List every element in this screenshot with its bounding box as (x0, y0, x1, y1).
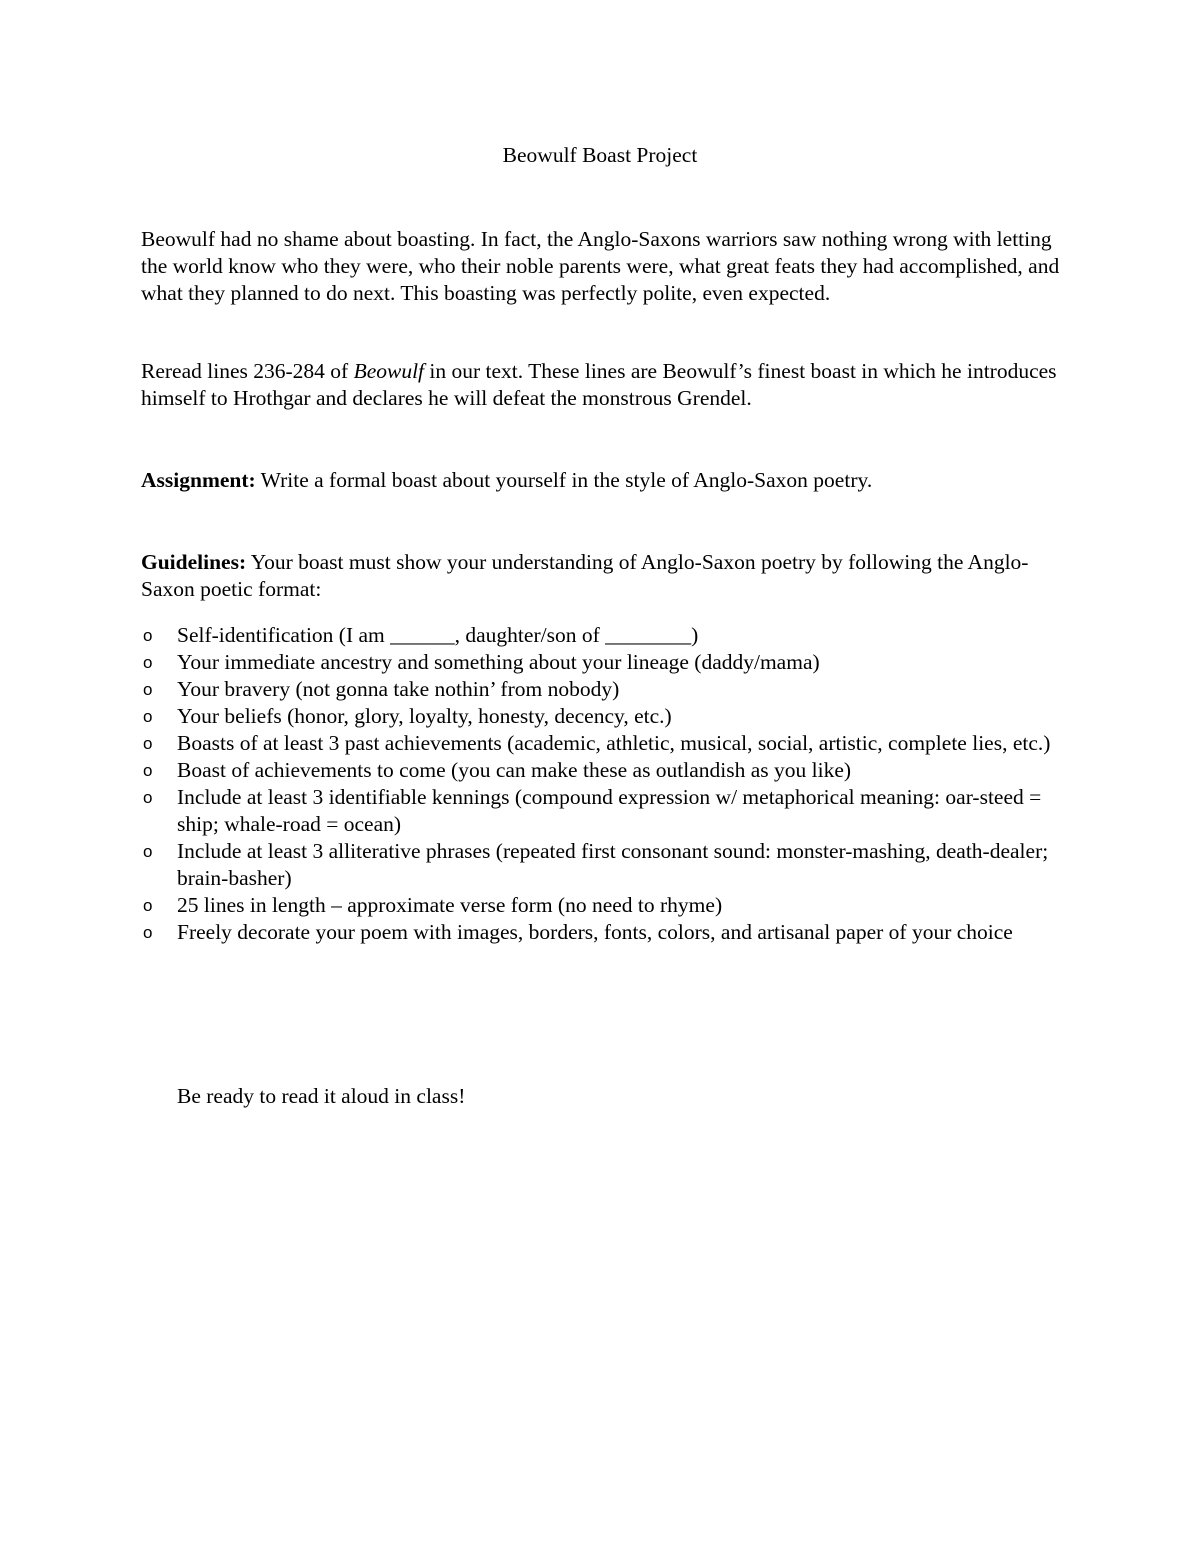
list-item-text: Self-identification (I am ______, daughter/son of ________) (177, 623, 699, 647)
list-item-text: 25 lines in length – approximate verse form (no need to rhyme) (177, 893, 723, 917)
bullet-icon: o (143, 761, 153, 780)
bullet-icon: o (143, 680, 153, 699)
reread-text-end: in our text. These lines are Beowulf’s finest boast in which he introduces himself to Hrothgar and declares he will defeat the monstrous Grendel. (141, 359, 1057, 410)
list-item (141, 892, 1066, 919)
list-item-text: Boast of achievements to come (you can make these as outlandish as you like) (177, 758, 852, 782)
list-item-text: Your immediate ancestry and something about your lineage (daddy/mama) (177, 650, 820, 674)
list-item-text: Boasts of at least 3 past achievements (academic, athletic, musical, social, artistic, complete lies, etc.) (177, 731, 1051, 755)
list-item (141, 757, 1066, 784)
guidelines-list (141, 622, 1066, 946)
bullet-icon: o (143, 896, 153, 915)
list-item (141, 919, 1066, 946)
list-item (141, 676, 1066, 703)
bullet-icon: o (143, 653, 153, 672)
list-item (141, 622, 1066, 649)
bullet-icon: o (143, 923, 153, 942)
list-item (141, 649, 1066, 676)
assignment-label: Assignment: (141, 468, 256, 492)
book-title: Beowulf (353, 359, 425, 383)
bullet-icon: o (143, 707, 153, 726)
list-item-text: Your beliefs (honor, glory, loyalty, honesty, decency, etc.) (177, 704, 672, 728)
list-item-text: Include at least 3 identifiable kennings (compound expression w/ metaphorical meaning: oar-steed = ship; whale-road = ocean) (177, 785, 1042, 836)
guidelines-label: Guidelines: (141, 550, 247, 574)
reread-paragraph (141, 358, 1061, 412)
bullet-icon: o (143, 788, 153, 807)
closing-line: Be ready to read it aloud in class! (177, 1084, 466, 1108)
page-title: Beowulf Boast Project (502, 143, 698, 167)
list-item-text: Include at least 3 alliterative phrases (repeated first consonant sound: monster-mashing, death-dealer; brain-basher) (177, 839, 1049, 890)
guidelines-text: Your boast must show your understanding of Anglo-Saxon poetry by following the Anglo-Saxon poetic format: (141, 550, 1029, 601)
bullet-icon: o (143, 842, 153, 861)
bullet-icon: o (143, 734, 153, 753)
list-item (141, 784, 1066, 838)
bullet-icon: o (143, 626, 153, 645)
reread-text-start: Reread lines 236-284 of (141, 359, 354, 383)
list-item-text: Freely decorate your poem with images, borders, fonts, colors, and artisanal paper of your choice (177, 920, 1013, 944)
list-item-text: Your bravery (not gonna take nothin’ from nobody) (177, 677, 620, 701)
list-item (141, 838, 1066, 892)
list-item (141, 730, 1066, 757)
guidelines-paragraph (141, 549, 1061, 603)
assignment-paragraph (141, 467, 1061, 494)
assignment-text: Write a formal boast about yourself in the style of Anglo-Saxon poetry. (255, 468, 873, 492)
list-item (141, 703, 1066, 730)
intro-paragraph: Beowulf had no shame about boasting. In fact, the Anglo-Saxons warriors saw nothing wrong with letting the world know who they were, who their noble parents were, what great feats they had accomplished, and what they planned to do next. This boasting was perfectly polite, even expected. (141, 227, 1060, 305)
